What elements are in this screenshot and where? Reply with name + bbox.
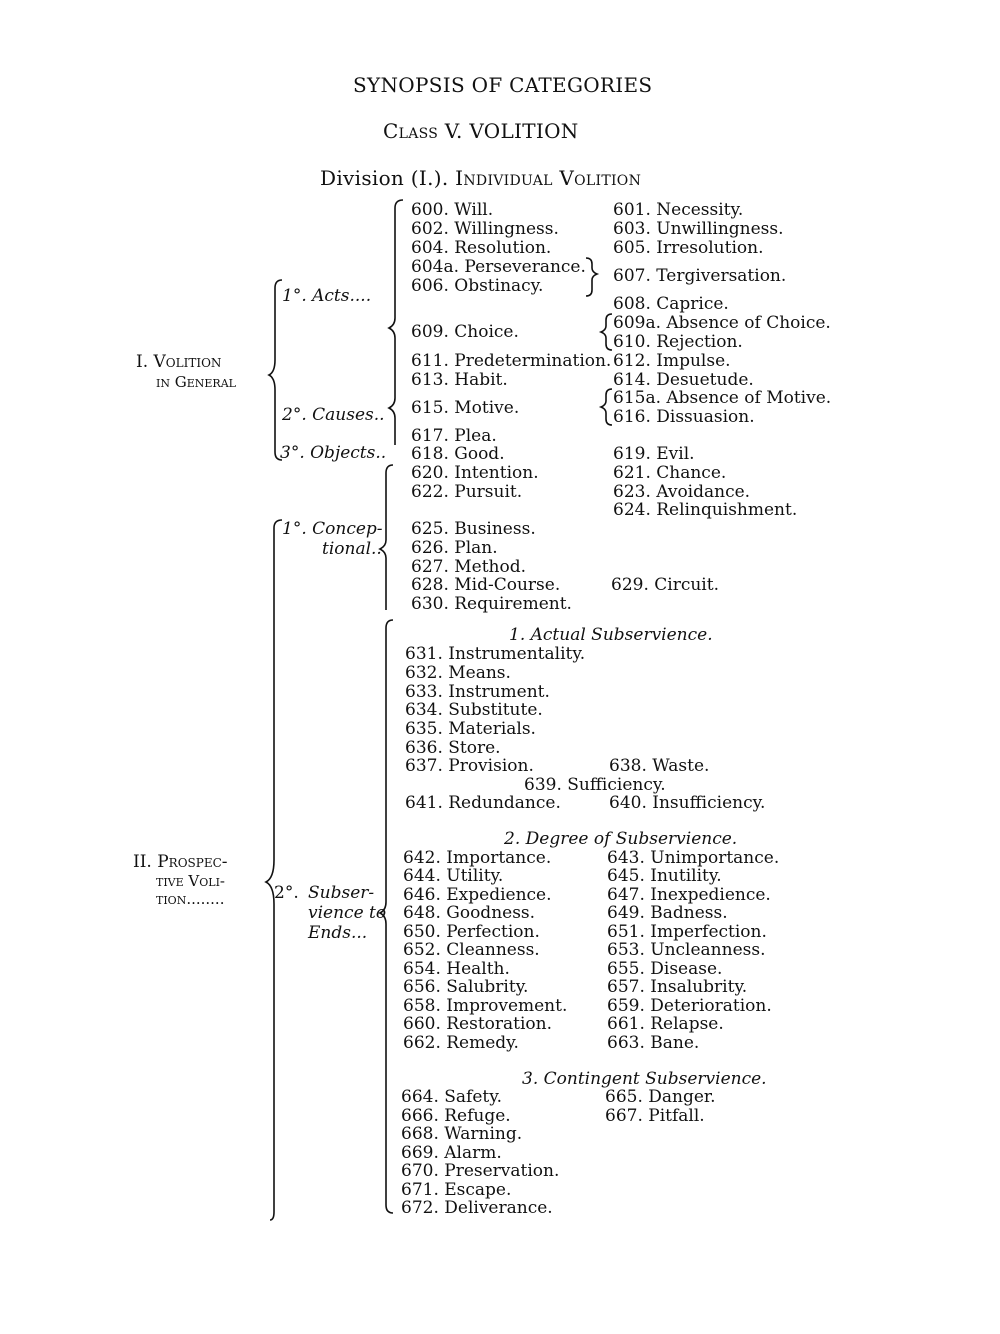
entry: 602. Willingness. [411,219,559,239]
entry: 655. Disease. [607,959,723,979]
entry: 629. Circuit. [611,575,719,595]
section-volition-general [136,354,236,390]
entry: 661. Relapse. [607,1014,724,1034]
entry: 631. Instrumentality. [405,644,586,664]
entry: 642. Importance. [403,848,552,868]
entry: 664. Safety. [401,1087,502,1107]
entry: 621. Chance. [613,463,727,483]
entry: 654. Health. [403,959,510,979]
label-conceptional [282,521,383,558]
entry: 648. Goodness. [403,903,536,923]
brace-609a [601,314,612,350]
entry: 609. Choice. [411,322,519,342]
entry: 628. Mid-Course. [411,575,561,595]
section-prospective-line2: tive Voli- [156,872,225,890]
entry: 626. Plan. [411,538,498,558]
entry: 665. Danger. [605,1087,716,1107]
label-acts: 1°. Acts.... [282,286,372,306]
entry: 663. Bane. [607,1033,700,1053]
entry: 671. Escape. [401,1180,512,1200]
page-title: SYNOPSIS OF CATEGORIES [353,73,653,97]
label-subservience-text [308,885,386,942]
label-subservience-line1: Subser- [308,883,375,903]
label-subservience-num: 2°. [274,883,299,903]
label-subservience-line2: vience to [308,903,387,923]
brace-causes [389,388,395,445]
entry: 646. Expedience. [403,885,552,905]
entry: 606. Obstinacy. [411,276,544,296]
entry: 647. Inexpedience. [607,885,771,905]
entry: 617. Plea. [411,426,497,446]
entry: 632. Means. [405,663,511,683]
entry: 627. Method. [411,557,527,577]
entry: 644. Utility. [403,866,504,886]
label-causes: 2°. Causes.. [282,405,385,425]
entry: 668. Warning. [401,1124,523,1144]
entry: 605. Irresolution. [613,238,764,258]
brace-604a [586,258,597,296]
label-conceptional-line1: 1°. Concep- [282,519,383,539]
entry: 620. Intention. [411,463,539,483]
entry: 614. Desuetude. [613,370,754,390]
entry: 651. Imperfection. [607,922,767,942]
entry: 640. Insufficiency. [609,793,766,813]
division-name: Individual Volition [455,166,642,190]
entry: 615. Motive. [411,398,520,418]
entry: 662. Remedy. [403,1033,519,1053]
section-prospective-line3: tion........ [156,890,225,908]
entry: 625. Business. [411,519,536,539]
entry: 652. Cleanness. [403,940,540,960]
entry: 604. Resolution. [411,238,552,258]
label-objects: 3°. Objects.. [280,443,387,463]
entry: 600. Will. [411,200,494,220]
section-prospective [133,854,228,907]
division-label: Division (I.). [320,166,449,190]
entry: 659. Deterioration. [607,996,772,1016]
section-general-line2: in General [156,373,236,391]
entry: 658. Improvement. [403,996,568,1016]
section-general-line1: I. Volition [136,352,222,372]
entry: 633. Instrument. [405,682,550,702]
brace-615a [601,389,612,425]
entry: 607. Tergiversation. [613,266,787,286]
brace-prospective [266,520,282,1220]
brace-general [269,280,282,460]
entry: 656. Salubrity. [403,977,529,997]
entry: 638. Waste. [609,756,710,776]
entry: 669. Alarm. [401,1143,502,1163]
entry: 609a. Absence of Choice. [613,313,831,333]
entry: 635. Materials. [405,719,536,739]
entry: 643. Unimportance. [607,848,780,868]
entry: 610. Rejection. [613,332,743,352]
entry: 649. Badness. [607,903,728,923]
entry: 672. Deliverance. [401,1198,553,1218]
entry: 623. Avoidance. [613,482,751,502]
entry: 604a. Perseverance. [411,257,586,277]
entry: 630. Requirement. [411,594,572,614]
entry: 622. Pursuit. [411,482,523,502]
entry: 641. Redundance. [405,793,561,813]
entry: 603. Unwillingness. [613,219,784,239]
subheading-contingent: 3. Contingent Subservience. [522,1069,767,1089]
entry: 637. Provision. [405,756,534,776]
subheading-degree: 2. Degree of Subservience. [504,829,738,849]
label-subservience-line3: Ends... [308,923,368,943]
label-subservience [274,885,299,902]
entry: 608. Caprice. [613,294,729,314]
entry: 653. Uncleanness. [607,940,766,960]
class-label: Class V. [383,119,463,143]
entry: 660. Restoration. [403,1014,553,1034]
section-prospective-line1: II. Prospec- [133,852,228,872]
label-conceptional-line2: tional.. [322,539,382,559]
brace-acts [389,200,403,388]
entry: 645. Inutility. [607,866,722,886]
entry: 615a. Absence of Motive. [613,388,832,408]
entry: 616. Dissuasion. [613,407,755,427]
entry: 639. Sufficiency. [524,775,666,795]
entry: 611. Predetermination. [411,351,612,371]
entry: 667. Pitfall. [605,1106,705,1126]
entry: 612. Impulse. [613,351,731,371]
entry: 657. Insalubrity. [607,977,748,997]
entry: 650. Perfection. [403,922,540,942]
class-name: VOLITION [469,119,579,143]
entry: 619. Evil. [613,444,695,464]
entry: 634. Substitute. [405,700,543,720]
entry: 666. Refuge. [401,1106,511,1126]
entry: 636. Store. [405,738,501,758]
entry: 618. Good. [411,444,505,464]
entry: 670. Preservation. [401,1161,560,1181]
entry: 613. Habit. [411,370,508,390]
subheading-actual: 1. Actual Subservience. [509,625,713,645]
entry: 624. Relinquishment. [613,500,798,520]
entry: 601. Necessity. [613,200,744,220]
